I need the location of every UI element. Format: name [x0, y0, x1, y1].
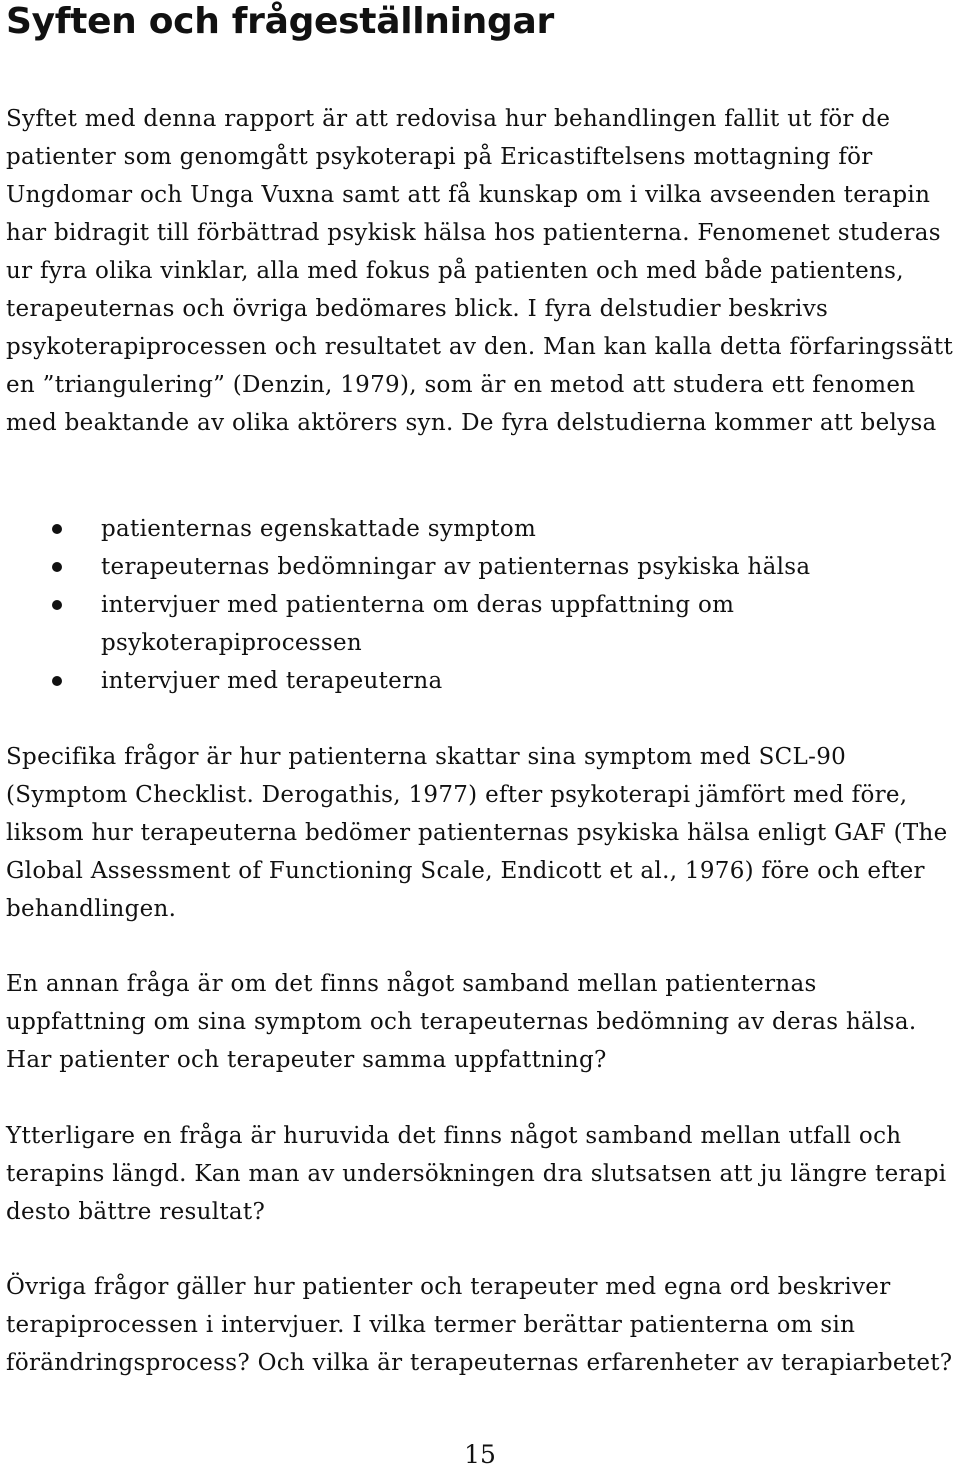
paragraph-specific-questions: Specifika frågor är hur patienterna skattar sina symptom med SCL-90 (Symptom Checklist. Derogathis, 1977) efter psykoterapi jämfört med före, liksom hur terapeuterna bedömer patienternas psykiska hälsa enligt GAF (The Global Assessment of Functioning Scale, Endicott et al., 1976) före och efter behandlingen. [6, 744, 948, 922]
bullet-icon [52, 524, 62, 534]
list-item [0, 548, 921, 586]
bullet-icon [52, 676, 62, 686]
list-item [0, 662, 921, 700]
bullet-text: patienternas egenskattade symptom [101, 516, 537, 542]
bullet-text: intervjuer med terapeuterna [101, 668, 443, 694]
paragraph-correlation-question: En annan fråga är om det finns något samband mellan patienternas uppfattning om sina symptom och terapeuternas bedömning av deras hälsa. Har patienter och terapeuter samma uppfattning? [6, 971, 917, 1073]
section-heading: Syften och frågeställningar [6, 1, 554, 42]
list-item [0, 586, 921, 662]
bullet-icon [52, 562, 62, 572]
bullet-text: intervjuer med patienterna om deras uppfattning om psykoterapiprocessen [101, 592, 735, 656]
paragraph-duration-question: Ytterligare en fråga är huruvida det finns något samband mellan utfall och terapins längd. Kan man av undersökningen dra slutsatsen att ju längre terapi desto bättre resultat? [6, 1123, 947, 1225]
bullet-text: terapeuternas bedömningar av patienternas psykiska hälsa [101, 554, 811, 580]
paragraph-purpose: Syftet med denna rapport är att redovisa hur behandlingen fallit ut för de patienter som genomgått psykoterapi på Ericastiftelsens mottagning för Ungdomar och Unga Vuxna samt att få kunskap om i vilka avseenden terapin har bidragit till förbättrad psykisk hälsa hos patienterna. Fenomenet studeras ur fyra olika vinklar, alla med fokus på patienten och med både patientens, terapeuternas och övriga bedömares blick. I fyra delstudier beskrivs psykoterapiprocessen och resultatet av den. Man kan kalla detta förfaringssätt en ”triangulering” (Denzin, 1979), som är en metod att studera ett fenomen med beaktande av olika aktörers syn. De fyra delstudierna kommer att belysa [6, 106, 953, 436]
paragraph-interview-questions: Övriga frågor gäller hur patienter och terapeuter med egna ord beskriver terapiprocessen i intervjuer. I vilka termer berättar patienterna om sin förändringsprocess? Och vilka är terapeuternas erfarenheter av terapiarbetet? [6, 1274, 953, 1376]
bullet-icon [52, 600, 62, 610]
bullet-list [0, 510, 960, 700]
list-item [0, 510, 921, 548]
page-number: 15 [464, 1440, 496, 1469]
